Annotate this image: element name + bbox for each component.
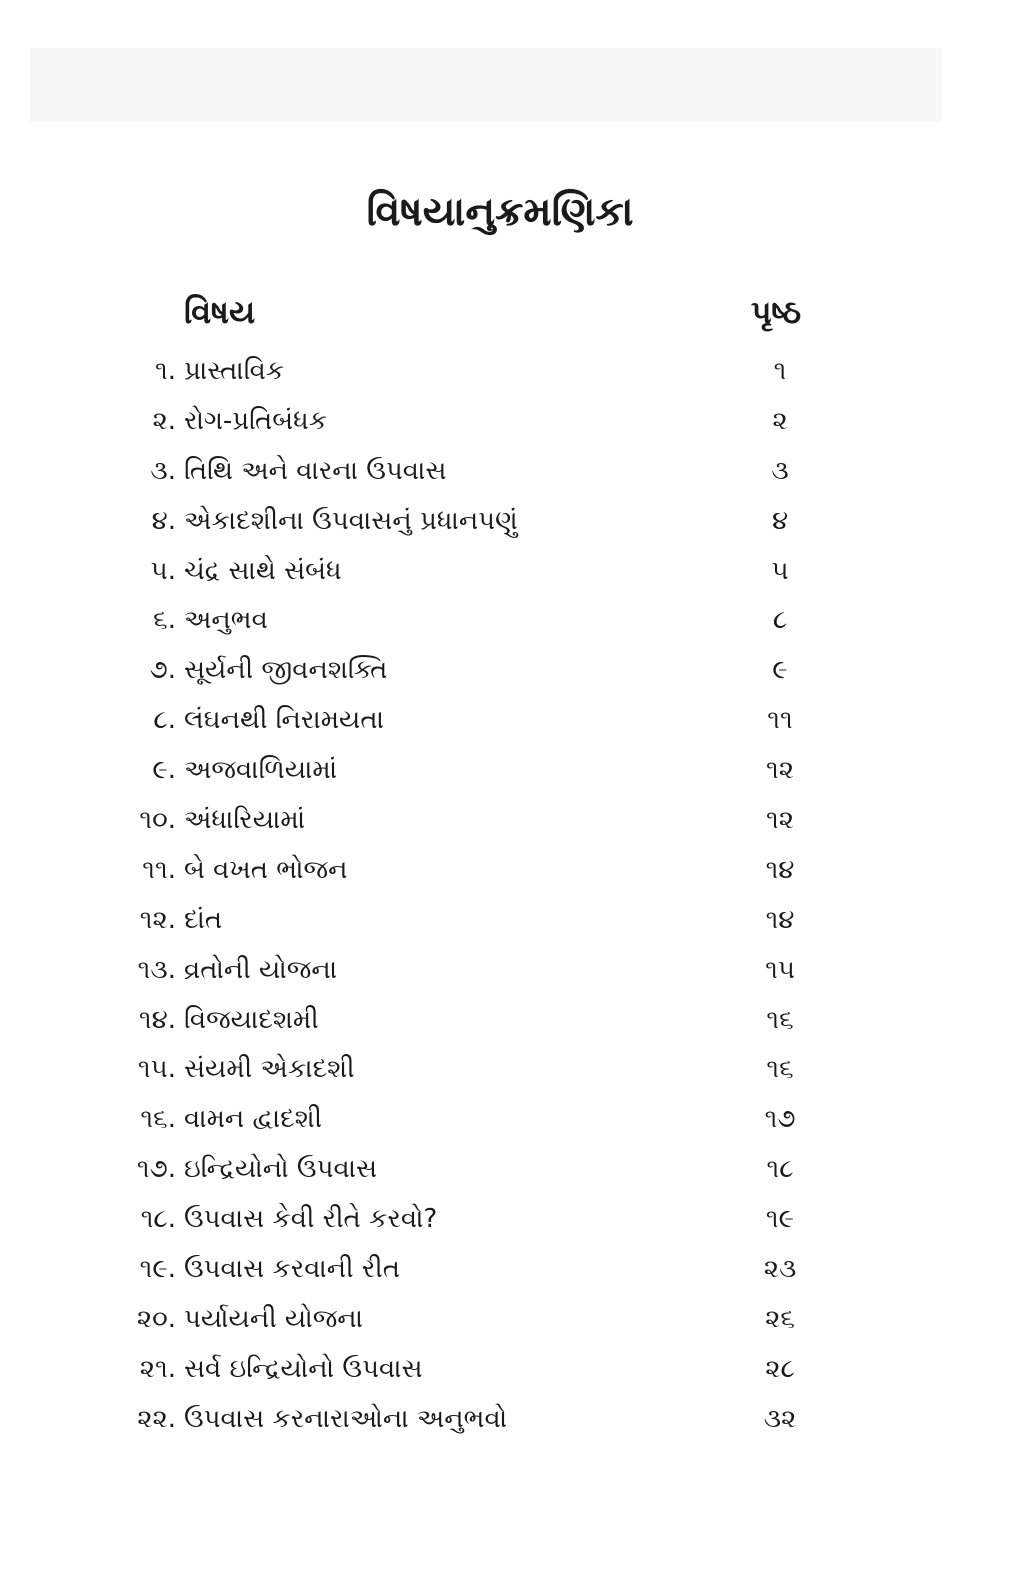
toc-entry-number: ૧૭. <box>136 1154 176 1185</box>
toc-entry-number: ૧૨. <box>139 904 176 935</box>
toc-entry-page: ૧ <box>773 356 787 386</box>
toc-entry-page: ૧૧ <box>767 705 793 736</box>
toc-entry <box>0 698 1035 748</box>
toc-entry <box>0 1147 1035 1197</box>
toc-entry-title: રોગ-પ્રતિબંધક <box>184 405 328 436</box>
toc-entry-title: સંયમી એકાદશી <box>184 1054 355 1085</box>
toc-entry <box>0 1397 1035 1447</box>
top-header-band <box>30 48 942 122</box>
toc-entry-title: સૂર્યની જીવનશક્તિ <box>184 655 388 686</box>
toc-entry-number: ૨. <box>152 405 176 436</box>
toc-entry-page: ૨૮ <box>765 1353 795 1384</box>
toc-entry <box>0 1197 1035 1247</box>
toc-entry <box>0 1347 1035 1397</box>
toc-entry-page: ૯ <box>772 655 788 686</box>
toc-entry-number: ૧૮. <box>140 1204 176 1235</box>
toc-entry-title: વિજયાદશમી <box>184 1004 319 1035</box>
toc-entry-page: ૧૬ <box>766 1054 794 1085</box>
toc-entry <box>0 648 1035 698</box>
toc-entry-page: ૫ <box>771 555 789 586</box>
page-title: વિષયાનુક્રમણિકા <box>366 189 634 235</box>
toc-entry-number: ૯. <box>152 755 176 786</box>
toc-entry-number: ૧૩. <box>137 954 176 985</box>
toc-entry-title: દાંત <box>184 904 223 935</box>
toc-entry-page: ૨ <box>772 405 788 436</box>
toc-entry <box>0 898 1035 948</box>
toc-entry <box>0 1097 1035 1147</box>
toc-entry <box>0 848 1035 898</box>
toc-entry-page: ૩ <box>771 455 789 486</box>
toc-entry-title: ઉપવાસ કેવી રીતે કરવો? <box>184 1204 438 1235</box>
toc-entry-title: ઇન્દ્રિયોનો ઉપવાસ <box>184 1154 378 1185</box>
toc-entry-title: પ્રાસ્તાવિક <box>184 356 285 386</box>
toc-entry-page: ૮ <box>772 605 788 636</box>
toc-entry <box>0 998 1035 1048</box>
toc-entry-page: ૧૫ <box>765 954 795 985</box>
toc-entry-number: ૮. <box>153 705 176 736</box>
toc-entry-page: ૧૪ <box>765 854 795 885</box>
toc-entry <box>0 399 1035 449</box>
toc-entry-title: ઉપવાસ કરનારાઓના અનુભવો <box>184 1403 508 1434</box>
table-of-contents <box>0 349 1035 1447</box>
toc-entry <box>0 1297 1035 1347</box>
toc-entry-title: તિથિ અને વારના ઉપવાસ <box>184 455 447 486</box>
toc-entry-number: ૫. <box>150 555 176 586</box>
toc-entry-number: ૧૧. <box>142 854 176 885</box>
toc-entry-number: ૧૦. <box>139 805 176 836</box>
toc-entry-title: અંધારિયામાં <box>184 805 306 836</box>
toc-entry-page: ૧૭ <box>764 1104 796 1135</box>
toc-entry-title: પર્યાયની યોજના <box>184 1303 364 1334</box>
toc-entry-number: ૪. <box>151 505 176 536</box>
toc-entry-page: ૧૨ <box>765 805 794 836</box>
toc-entry-page: ૪ <box>771 505 789 536</box>
toc-entry-number: ૧. <box>154 356 176 386</box>
toc-entry <box>0 1247 1035 1297</box>
toc-entry-number: ૩. <box>150 455 176 486</box>
toc-entry <box>0 499 1035 549</box>
toc-entry-number: ૧૯. <box>139 1254 176 1285</box>
toc-entry-title: લંઘનથી નિરામયતા <box>184 705 384 736</box>
toc-entry-page: ૨૩ <box>763 1254 797 1285</box>
toc-entry-title: ઉપવાસ કરવાની રીત <box>184 1254 400 1285</box>
column-header-page: પૃષ્ઠ <box>750 293 802 331</box>
toc-entry-number: ૨૦. <box>136 1303 176 1334</box>
toc-entry-number: ૨૧. <box>139 1353 176 1384</box>
toc-entry-page: ૧૨ <box>765 755 794 786</box>
toc-entry <box>0 349 1035 399</box>
toc-entry-title: અજવાળિયામાં <box>184 755 338 786</box>
toc-entry-number: ૧૬. <box>140 1104 176 1135</box>
column-header-subject: વિષય <box>184 293 256 331</box>
toc-entry <box>0 549 1035 599</box>
toc-entry-page: ૩૨ <box>763 1403 797 1434</box>
toc-entry <box>0 948 1035 998</box>
toc-entry-page: ૧૮ <box>766 1154 794 1185</box>
toc-entry-page: ૧૬ <box>766 1004 794 1035</box>
toc-entry-title: વામન દ્વાદશી <box>184 1104 323 1135</box>
toc-entry-title: અનુભવ <box>184 605 268 636</box>
toc-entry-title: વ્રતોની યોજના <box>184 954 338 985</box>
toc-entry-title: સર્વ ઇન્દ્રિયોનો ઉપવાસ <box>184 1353 423 1384</box>
toc-entry-number: ૬. <box>153 605 176 636</box>
toc-entry-number: ૧૪. <box>138 1004 176 1035</box>
toc-entry <box>0 1047 1035 1097</box>
toc-entry-title: ચંદ્ર સાથે સંબંધ <box>184 555 342 586</box>
toc-entry <box>0 449 1035 499</box>
toc-entry <box>0 598 1035 648</box>
toc-entry-title: એકાદશીના ઉપવાસનું પ્રધાનપણું <box>184 505 518 536</box>
toc-entry-title: બે વખત ભોજન <box>184 854 348 885</box>
toc-entry <box>0 748 1035 798</box>
toc-entry-page: ૧૪ <box>765 904 795 935</box>
toc-entry <box>0 798 1035 848</box>
toc-entry-number: ૨૨. <box>137 1403 176 1434</box>
toc-entry-number: ૧૫. <box>137 1054 176 1085</box>
toc-entry-page: ૧૯ <box>765 1204 795 1235</box>
toc-entry-page: ૨૬ <box>765 1303 795 1334</box>
toc-entry-number: ૭. <box>149 655 176 686</box>
